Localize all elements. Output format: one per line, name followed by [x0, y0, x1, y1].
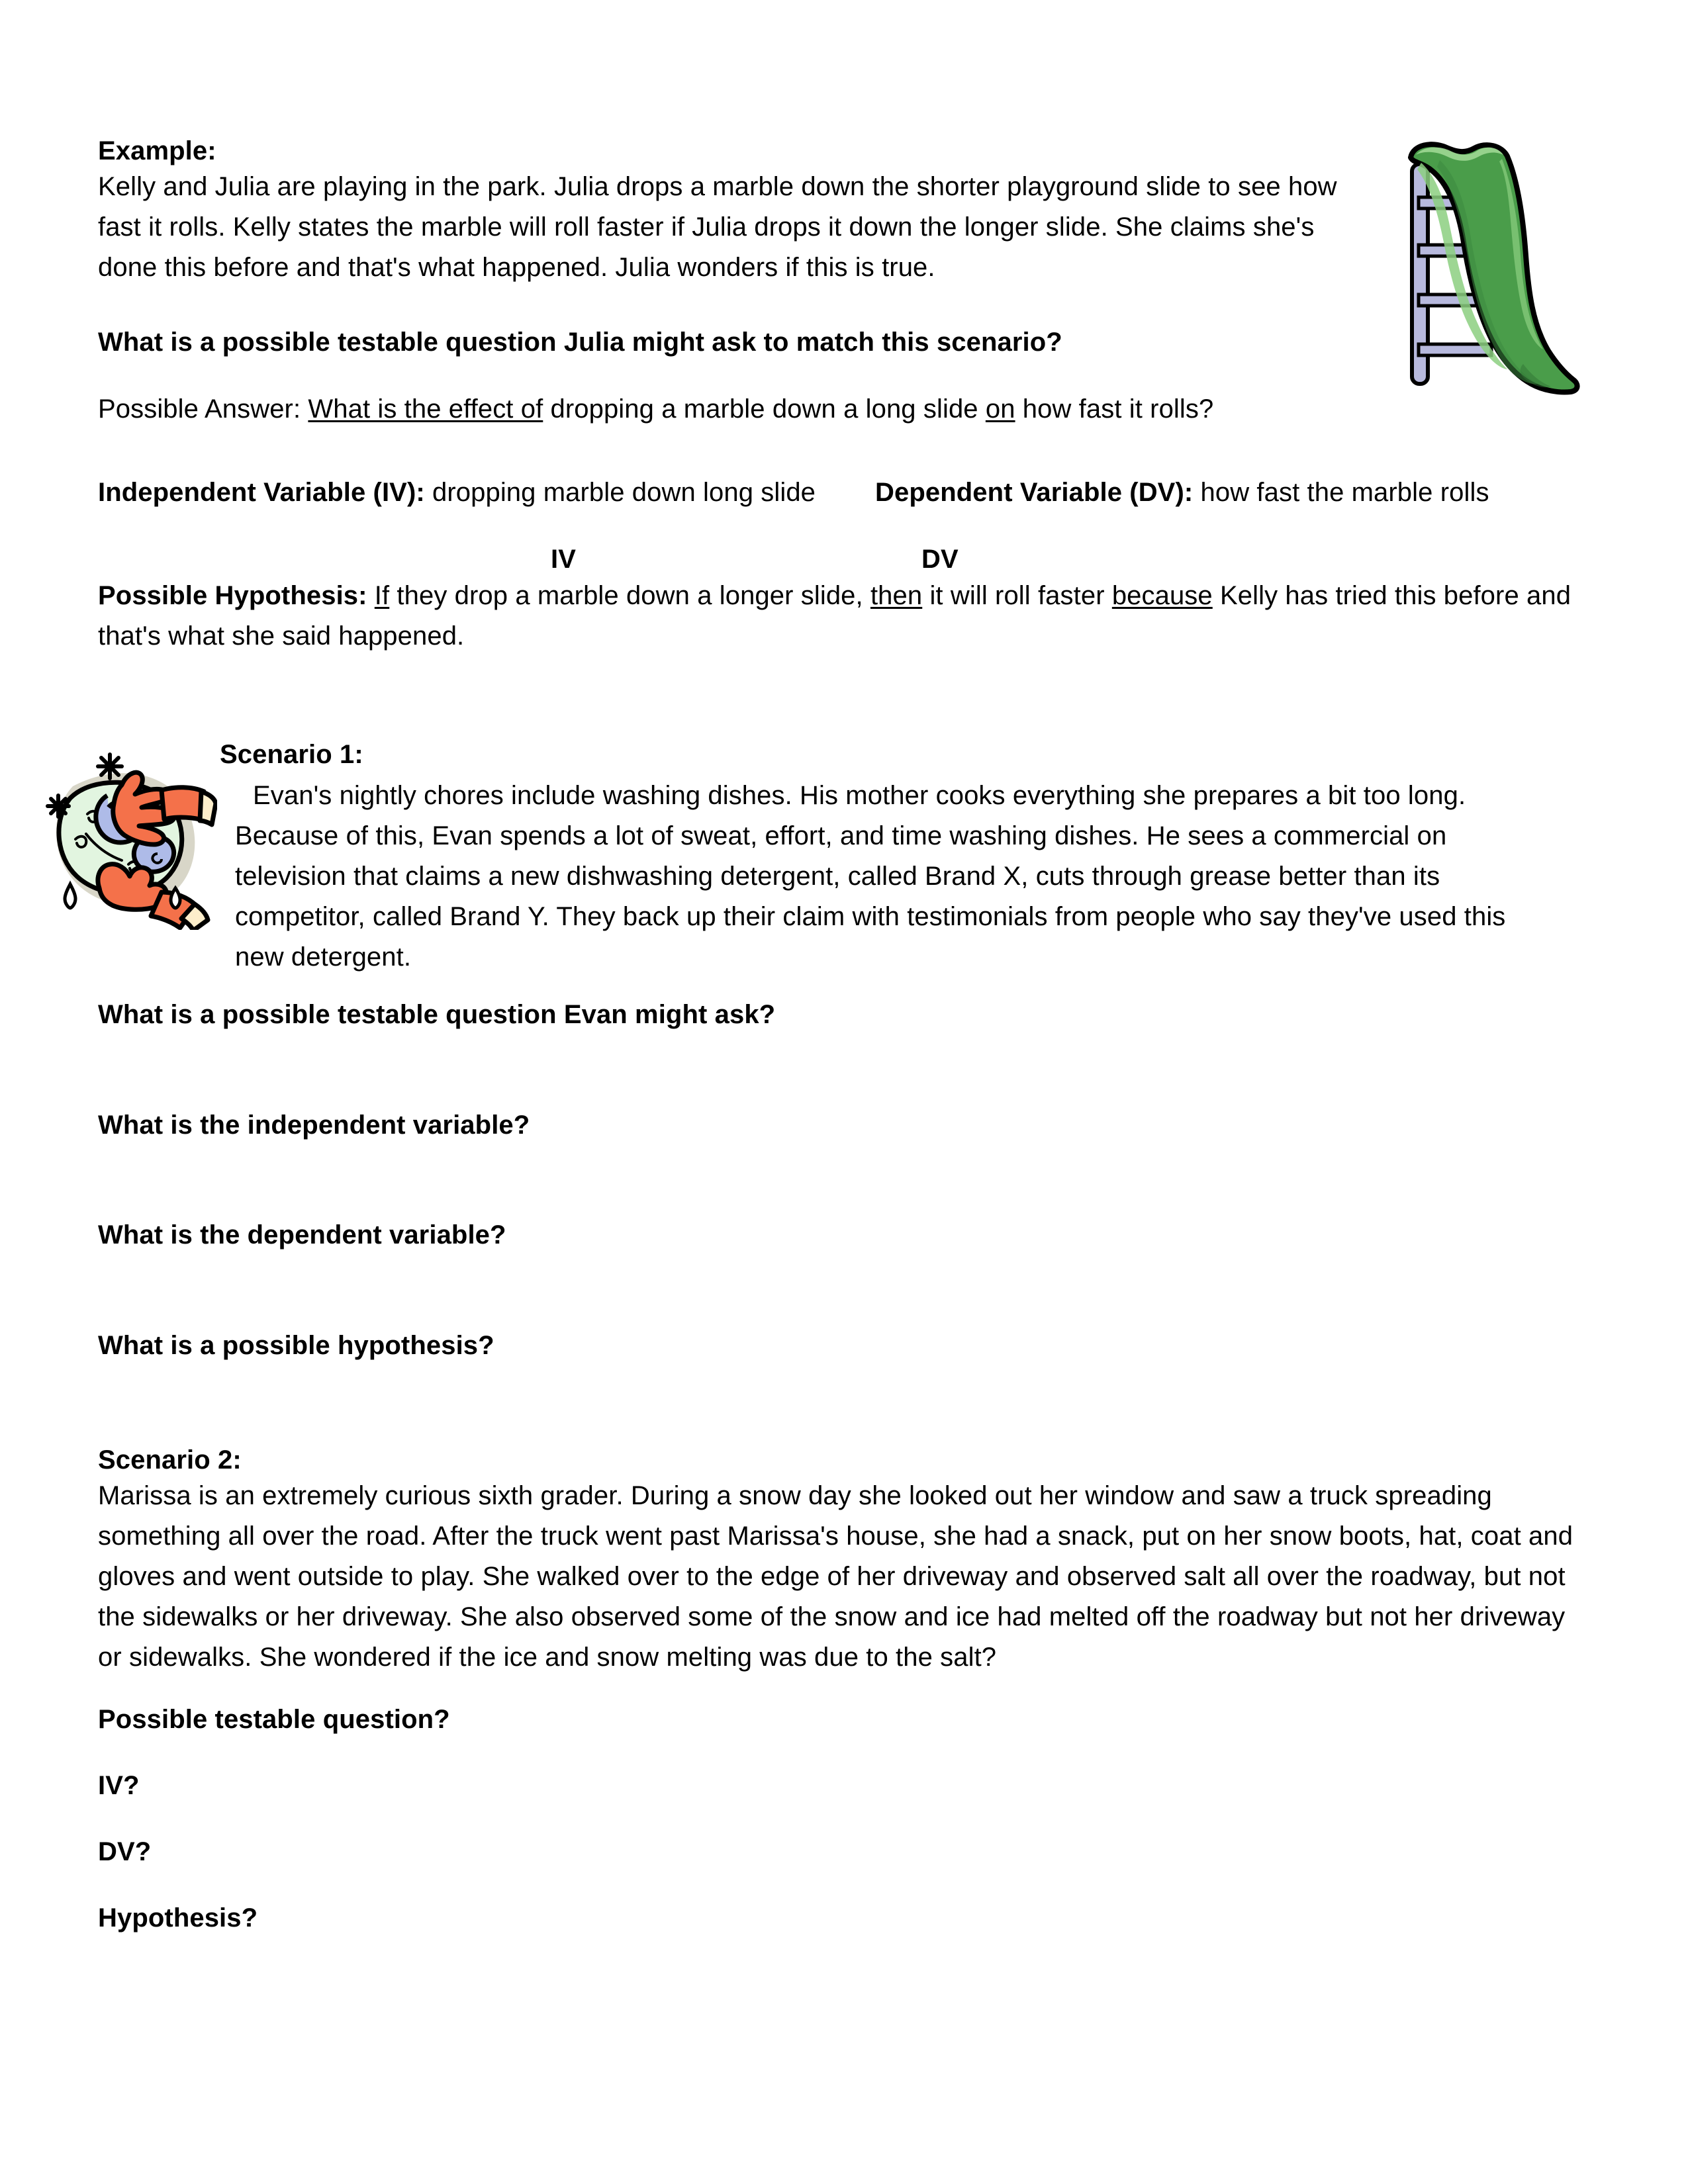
hypothesis-part-1: they drop a marble down a longer slide, — [389, 581, 870, 610]
scenario-2-question-iv: IV? — [98, 1771, 140, 1800]
scenario-2-body: Marissa is an extremely curious sixth grader. During a snow day she looked out her window and saw a truck spreading something all over the road. After the truck went past Marissa's house, she had a snack, put on her snow boots, hat, coat and gloves and went outside to play. She walked over to the edge of her driveway and observed salt all over the roadway, but not the sidewalks or her driveway. She also observed some of the snow and ice had melted off the roadway but not her driveway or sidewalks. She wondered if the ice and snow melting was due to the salt? — [98, 1481, 1573, 1672]
variables-line — [98, 473, 1587, 513]
hypothesis-part-3: Kelly has tried this before and that's what she said happened. — [98, 581, 1571, 651]
scenario-1-question-dependent-variable: What is the dependent variable? — [98, 1220, 506, 1250]
scenario-2-question-testable: Possible testable question? — [98, 1705, 450, 1734]
possible-answer-line — [98, 389, 1356, 430]
independent-variable-label: Independent Variable (IV): — [98, 478, 425, 507]
example-label: Example: — [98, 136, 216, 165]
possible-hypothesis-line — [98, 576, 1594, 657]
playground-slide-icon — [1360, 126, 1589, 397]
lower-glove-hand — [98, 864, 208, 930]
scenario-1-question-independent-variable: What is the independent variable? — [98, 1111, 530, 1140]
iv-marker: IV — [551, 545, 576, 574]
scenario-2-question-dv: DV? — [98, 1837, 152, 1866]
answer-tail-text: how fast it rolls? — [1015, 394, 1214, 424]
washing-dishes-icon — [38, 735, 217, 930]
example-testable-question-heading: What is a possible testable question Julia might ask to match this scenario? — [98, 328, 1062, 357]
answer-underline-on: on — [985, 394, 1015, 424]
scenario-2-label: Scenario 2: — [98, 1445, 242, 1475]
hypothesis-underline-if: If — [374, 581, 390, 610]
dv-marker: DV — [921, 545, 959, 574]
dependent-variable-value: how fast the marble rolls — [1193, 478, 1489, 507]
hypothesis-underline-because: because — [1111, 581, 1213, 610]
scenario-1-label: Scenario 1: — [220, 740, 363, 769]
answer-middle-text: dropping a marble down a long slide — [543, 394, 986, 424]
scenario-1-body: Evan's nightly chores include washing dishes. His mother cooks everything she prepares a bit too long. Because of this, Evan spends a lot of sweat, effort, and time washing dishes. He sees a commercial on television that claims a new dishwashing detergent, called Brand X, cuts through grease better than its competitor, called Brand Y. They back up their claim with testimonials from people who say they've used this new detergent. — [235, 781, 1506, 972]
possible-hypothesis-label: Possible Hypothesis: — [98, 581, 367, 610]
independent-variable-value: dropping marble down long slide — [424, 478, 816, 507]
example-paragraph: Kelly and Julia are playing in the park. Julia drops a marble down the shorter playground slide to see how fast it rolls. Kelly states the marble will roll faster if Julia drops it down the longer slide. She claims she's done this before and that's what happened. Julia wonders if this is true. — [98, 172, 1337, 282]
possible-answer-label: Possible Answer: — [98, 394, 308, 424]
upper-glove-hand — [113, 772, 216, 844]
hypothesis-underline-then: then — [870, 581, 923, 610]
dependent-variable-label: Dependent Variable (DV): — [875, 478, 1194, 507]
answer-underline-effect-of: What is the effect of — [308, 394, 543, 424]
scenario-1-question-hypothesis: What is a possible hypothesis? — [98, 1331, 494, 1360]
scenario-2-question-hypothesis: Hypothesis? — [98, 1903, 258, 1933]
hypothesis-space — [367, 581, 375, 610]
scenario-1-question-testable: What is a possible testable question Evan might ask? — [98, 1000, 776, 1029]
hypothesis-part-2: it will roll faster — [922, 581, 1112, 610]
